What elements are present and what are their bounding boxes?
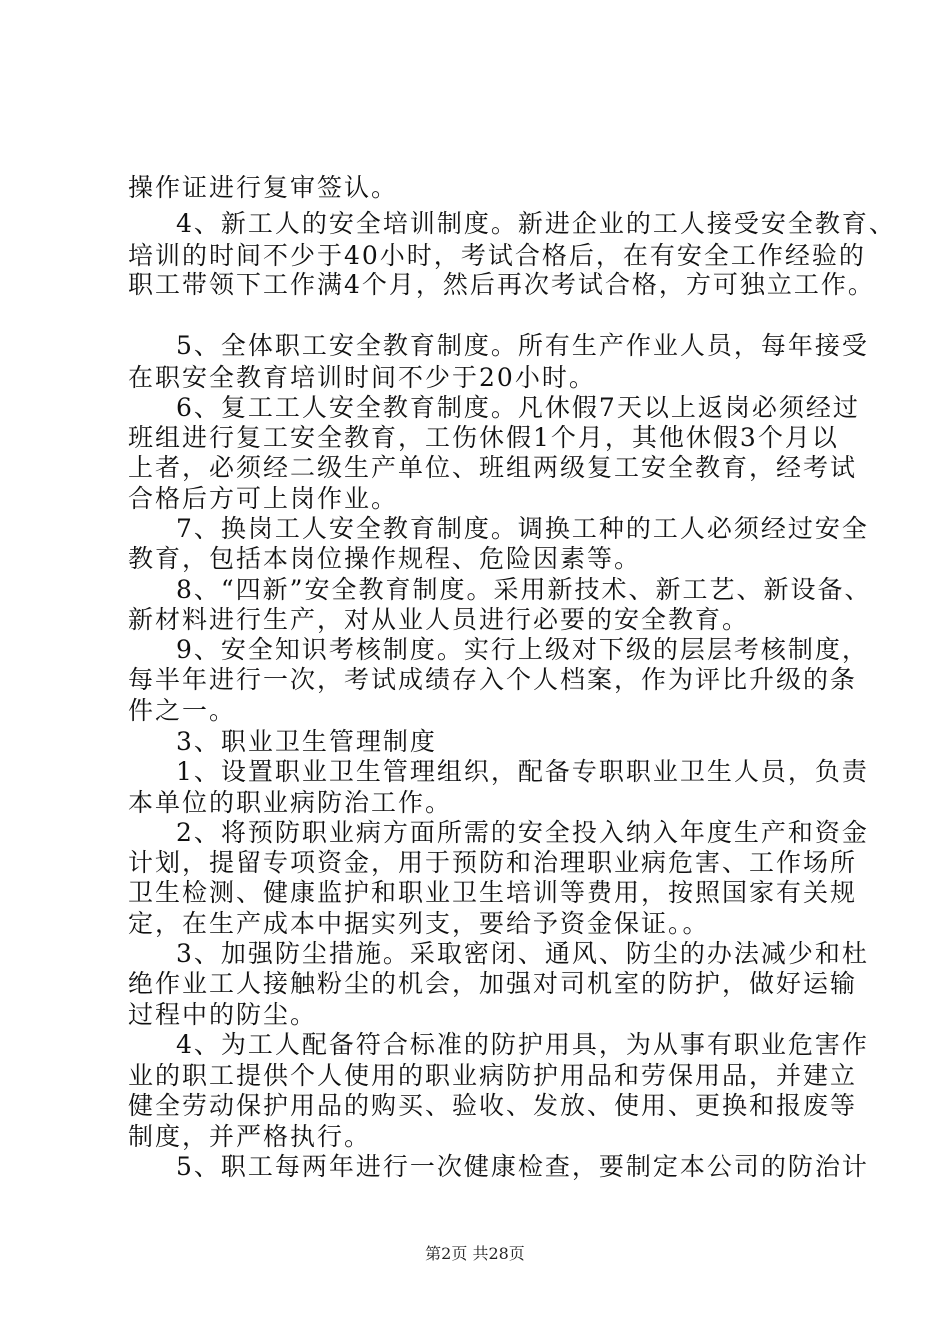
text-line: 班组进行复工安全教育，工伤休假1个月，其他休假3个月以 xyxy=(128,423,839,452)
text-line: 5、职工每两年进行一次健康检查，要制定本公司的防治计 xyxy=(176,1152,869,1181)
text-line: 件之一。 xyxy=(128,696,237,725)
text-line: 2、将预防职业病方面所需的安全投入纳入年度生产和资金 xyxy=(176,818,869,847)
text-line: 培训的时间不少于40小时，考试合格后，在有安全工作经验的 xyxy=(128,241,866,270)
text-line: 卫生检测、健康监护和职业卫生培训等费用，按照国家有关规 xyxy=(128,878,858,907)
text-line: 操作证进行复审签认。 xyxy=(128,173,399,202)
text-line: 7、换岗工人安全教育制度。调换工种的工人必须经过安全 xyxy=(176,514,869,543)
text-line: 业的职工提供个人使用的职业病防护用品和劳保用品，并建立 xyxy=(128,1061,858,1090)
text-line: 合格后方可上岗作业。 xyxy=(128,484,399,513)
text-line: 4、新工人的安全培训制度。新进企业的工人接受安全教育、 xyxy=(176,209,896,238)
text-line: 健全劳动保护用品的购买、验收、发放、使用、更换和报废等 xyxy=(128,1091,858,1120)
text-line: 4、为工人配备符合标准的防护用具，为从事有职业危害作 xyxy=(176,1030,869,1059)
section-heading: 3、职业卫生管理制度 xyxy=(176,727,437,756)
text-line: 定，在生产成本中据实列支，要给予资金保证。。 xyxy=(128,909,710,938)
text-line: 6、复工工人安全教育制度。凡休假7天以上返岗必须经过 xyxy=(176,393,860,422)
page-number-footer: 第2页 共28页 xyxy=(425,1244,525,1263)
text-line: 8、“四新”安全教育制度。采用新技术、新工艺、新设备、 xyxy=(176,575,872,604)
text-line: 新材料进行生产，对从业人员进行必要的安全教育。 xyxy=(128,605,750,634)
text-line: 过程中的防尘。 xyxy=(128,1000,318,1029)
text-line: 3、加强防尘措施。采取密闭、通风、防尘的办法减少和杜 xyxy=(176,939,869,968)
text-line: 上者，必须经二级生产单位、班组两级复工安全教育，经考试 xyxy=(128,453,858,482)
text-line: 每半年进行一次，考试成绩存入个人档案，作为评比升级的条 xyxy=(128,665,858,694)
text-line: 绝作业工人接触粉尘的机会，加强对司机室的防护，做好运输 xyxy=(128,969,858,998)
text-line: 计划，提留专项资金，用于预防和治理职业病危害、工作场所 xyxy=(128,848,858,877)
text-line: 9、安全知识考核制度。实行上级对下级的层层考核制度， xyxy=(176,635,869,664)
text-line: 1、设置职业卫生管理组织，配备专职职业卫生人员，负责 xyxy=(176,757,869,786)
text-line: 职工带领下工作满4个月，然后再次考试合格，方可独立工作。 xyxy=(128,270,875,299)
text-line: 教育，包括本岗位操作规程、危险因素等。 xyxy=(128,544,642,573)
text-line: 在职安全教育培训时间不少于20小时。 xyxy=(128,363,596,392)
text-line: 制度，并严格执行。 xyxy=(128,1122,372,1151)
text-line: 5、全体职工安全教育制度。所有生产作业人员，每年接受 xyxy=(176,331,869,360)
text-line: 本单位的职业病防治工作。 xyxy=(128,788,453,817)
